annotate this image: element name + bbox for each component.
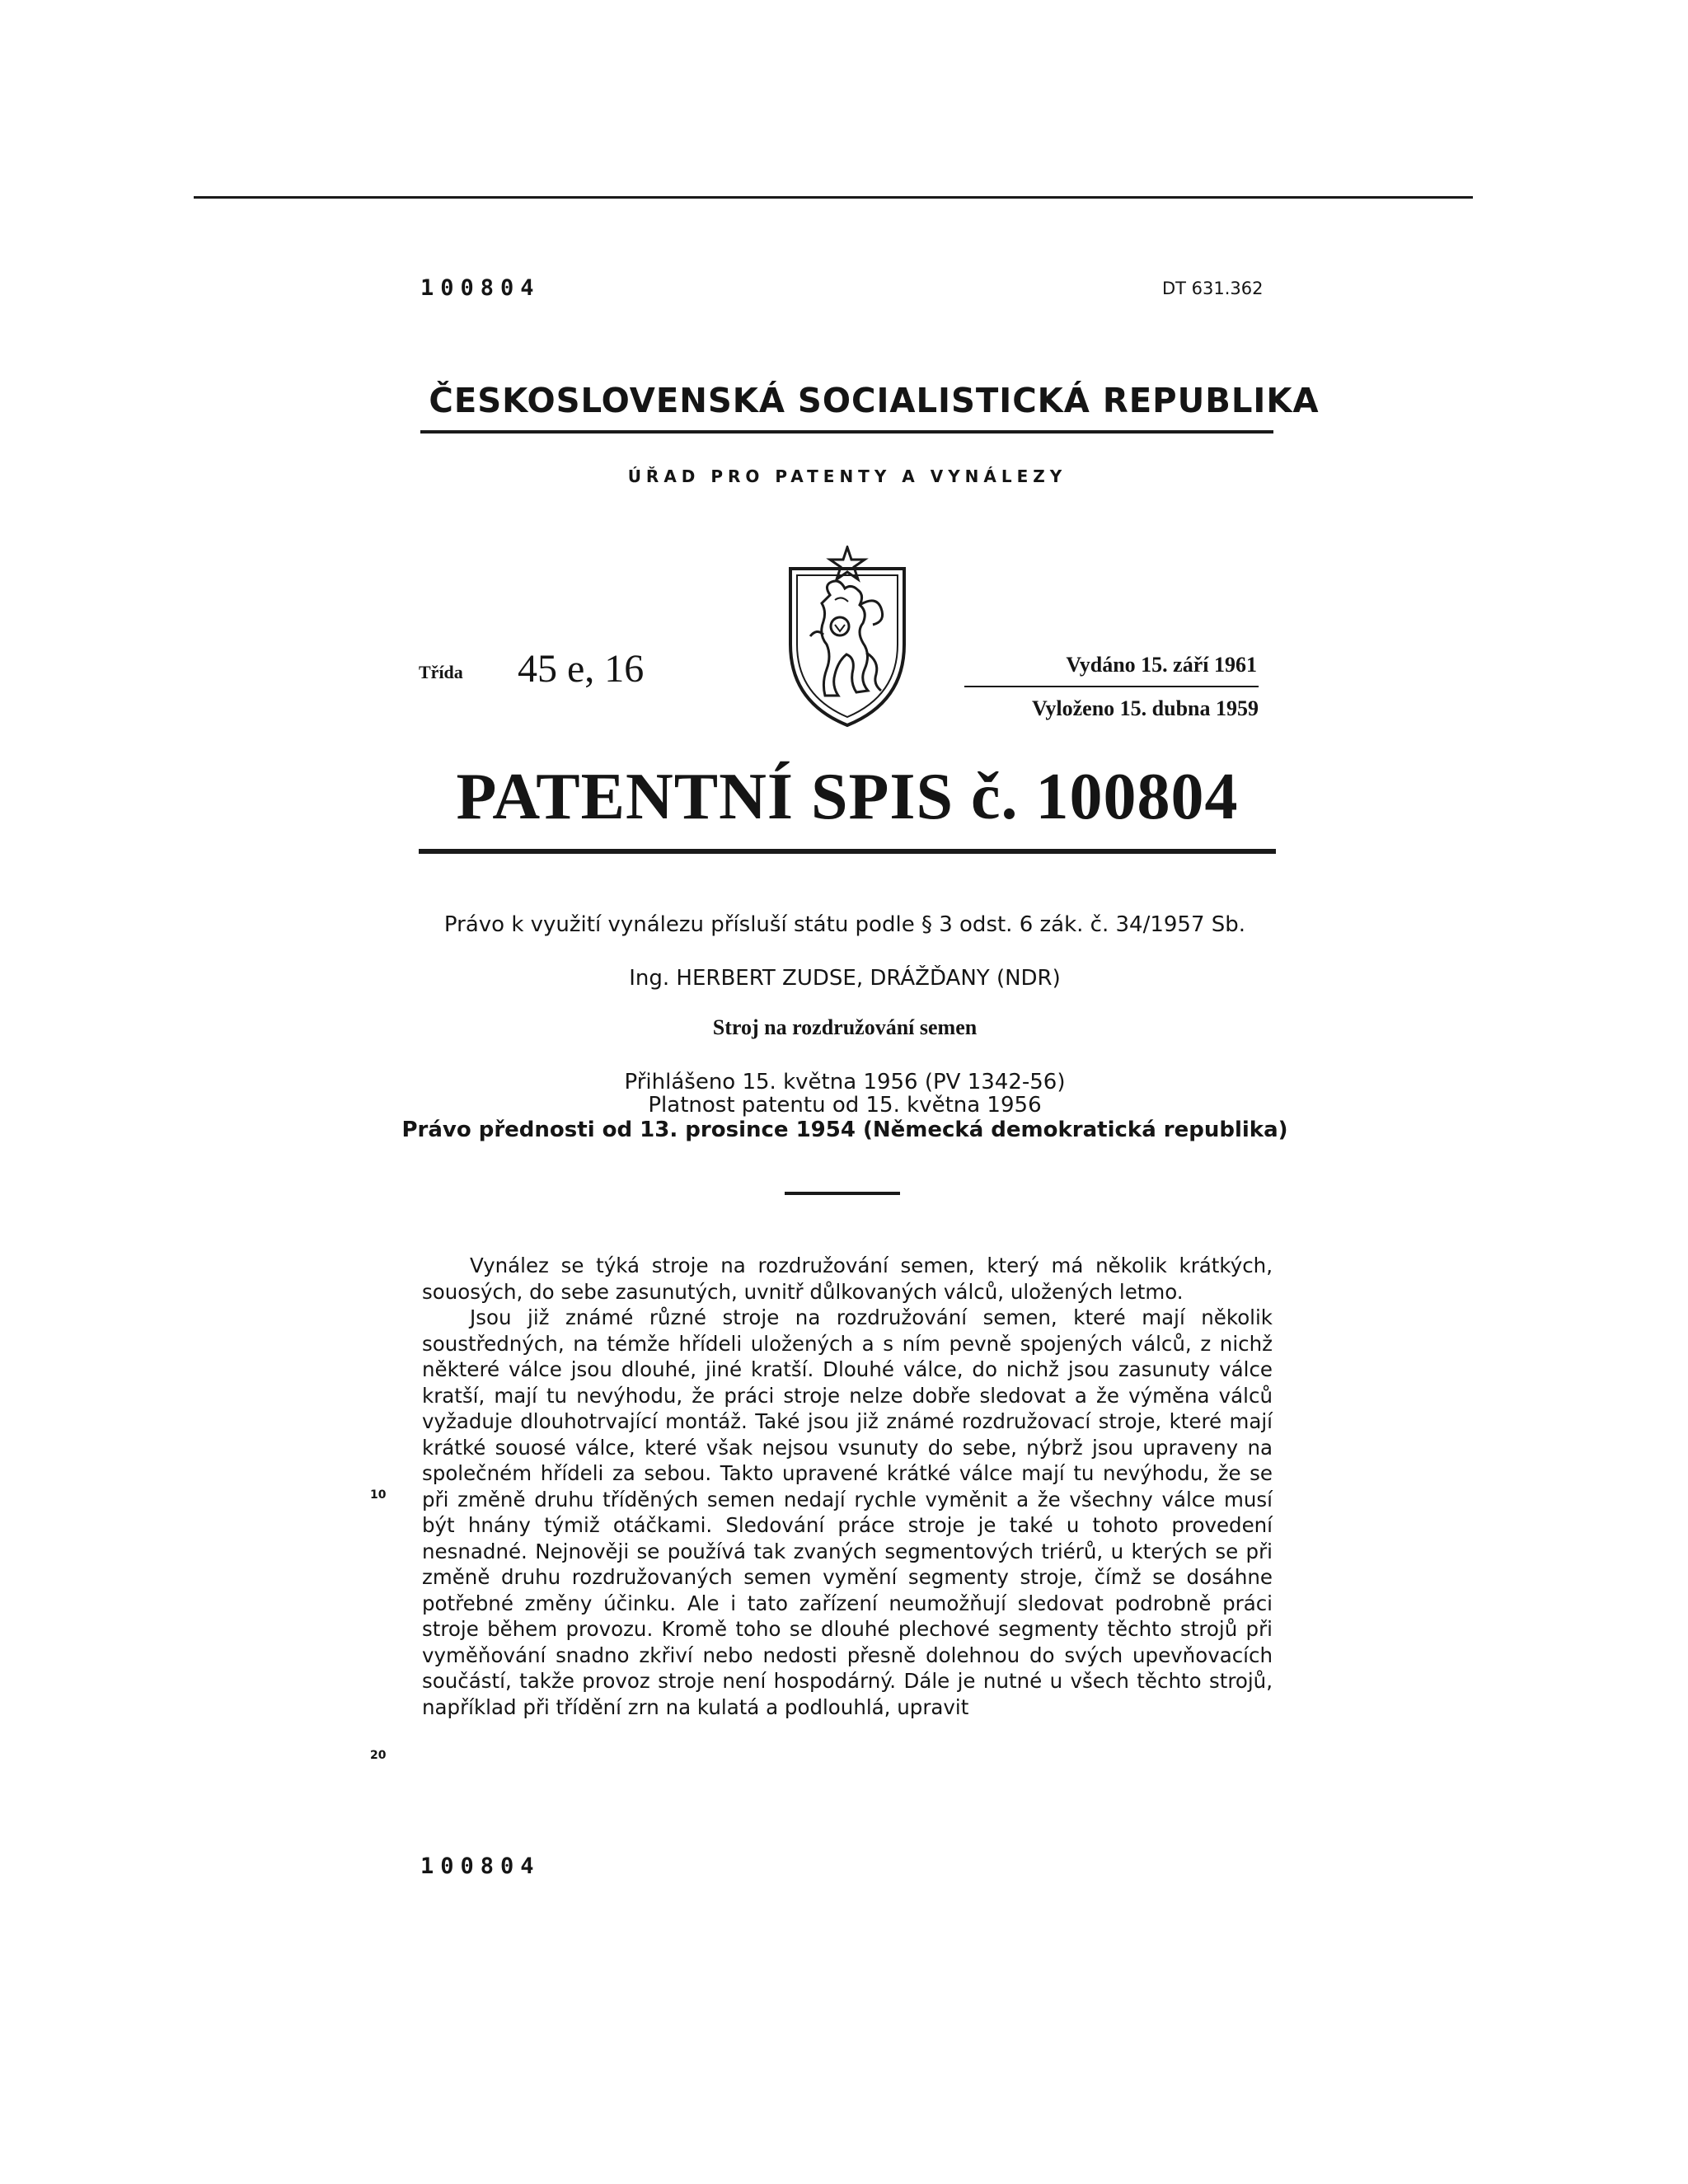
- line-number-10: 10: [370, 1488, 387, 1502]
- top-rule: [194, 196, 1473, 199]
- inventor: Ing. HERBERT ZUDSE, DRÁŽĎANY (NDR): [629, 966, 1061, 991]
- priority-date: Právo přednosti od 13. prosince 1954 (Německá demokratická republika): [401, 1118, 1288, 1142]
- rights-statement: Právo k využití vynálezu přísluší státu podle § 3 odst. 6 zák. č. 34/1957 Sb.: [443, 912, 1246, 937]
- patent-body-text: [422, 1253, 1273, 1720]
- filing-date: Přihlášeno 15. května 1956 (PV 1342-56): [624, 1070, 1066, 1094]
- separator-rule: [785, 1192, 900, 1195]
- body-paragraph-2: Jsou již známé různé stroje na rozdružování semen, které mají několik soustředných, na témže hřídeli uložených a s ním pevně spojených válců, z nichž některé válce jsou dlouhé, jiné kratší. Dlouhé válce, do nichž jsou zasunuty válce kratší, mají tu nevýhodu, že práci stroje nelze dobře sledovat a že výměna válců vyžaduje dlouhotrvající montáž. Také jsou již známé rozdružovací stroje, které mají krátké souosé válce, které však nejsou vsunuty do sebe, nýbrž jsou upraveny na společném hřídeli za sebou. Takto upravené krátké válce mají tu nevýhodu, že se při změně druhu tříděných semen nedají rychle vyměnit a že všechny válce musí být hnány týmiž otáčkami. Sledování práce stroje je také u tohoto provedení nesnadné. Nejnověji se používá tak zvaných segmentových triérů, u kterých se při změně druhu rozdružovaných semen vymění segmenty stroje, čímž se dosáhne potřebné změny účinku. Ale i tato zařízení neumožňují sledovat podrobně práci stroje během provozu. Kromě toho se dlouhé plechové segmenty těchto strojů při vyměňování snadno zkřiví nebo nedosti přesně dolehnou do svých upevňovacích součástí, takže provoz stroje není hospodárný. Dále je nutné u všech těchto strojů, například při třídění zrn na kulatá a podlouhlá, upravit: [422, 1305, 1273, 1719]
- line-number-20: 20: [370, 1749, 387, 1762]
- dates-rule: [964, 686, 1259, 687]
- laid-open-date: Vyloženo 15. dubna 1959: [1032, 696, 1259, 720]
- country-rule: [420, 430, 1273, 434]
- invention-title: Stroj na rozdružování semen: [712, 1015, 978, 1039]
- class-value: 45 e, 16: [518, 647, 645, 691]
- country-name: ČESKOSLOVENSKÁ SOCIALISTICKÁ REPUBLIKA: [429, 381, 1320, 420]
- patent-office-name: ÚŘAD PRO PATENTY A VYNÁLEZY: [627, 466, 1067, 486]
- patent-title: PATENTNÍ SPIS č. 100804: [456, 761, 1239, 833]
- title-rule: [419, 849, 1276, 854]
- issued-date: Vydáno 15. září 1961: [1066, 653, 1257, 677]
- classification-code: DT 631.362: [1162, 279, 1264, 298]
- footer-doc-number: 100804: [420, 1854, 541, 1879]
- validity-date: Platnost patentu od 15. května 1956: [648, 1093, 1042, 1118]
- state-emblem: [781, 546, 914, 729]
- body-paragraph-1: Vynález se týká stroje na rozdružování semen, který má několik krátkých, souosých, do sebe zasunutých, uvnitř důlkovaných válců, uložených letmo.: [422, 1254, 1273, 1304]
- class-label: Třída: [419, 662, 463, 682]
- header-doc-number: 100804: [420, 275, 541, 301]
